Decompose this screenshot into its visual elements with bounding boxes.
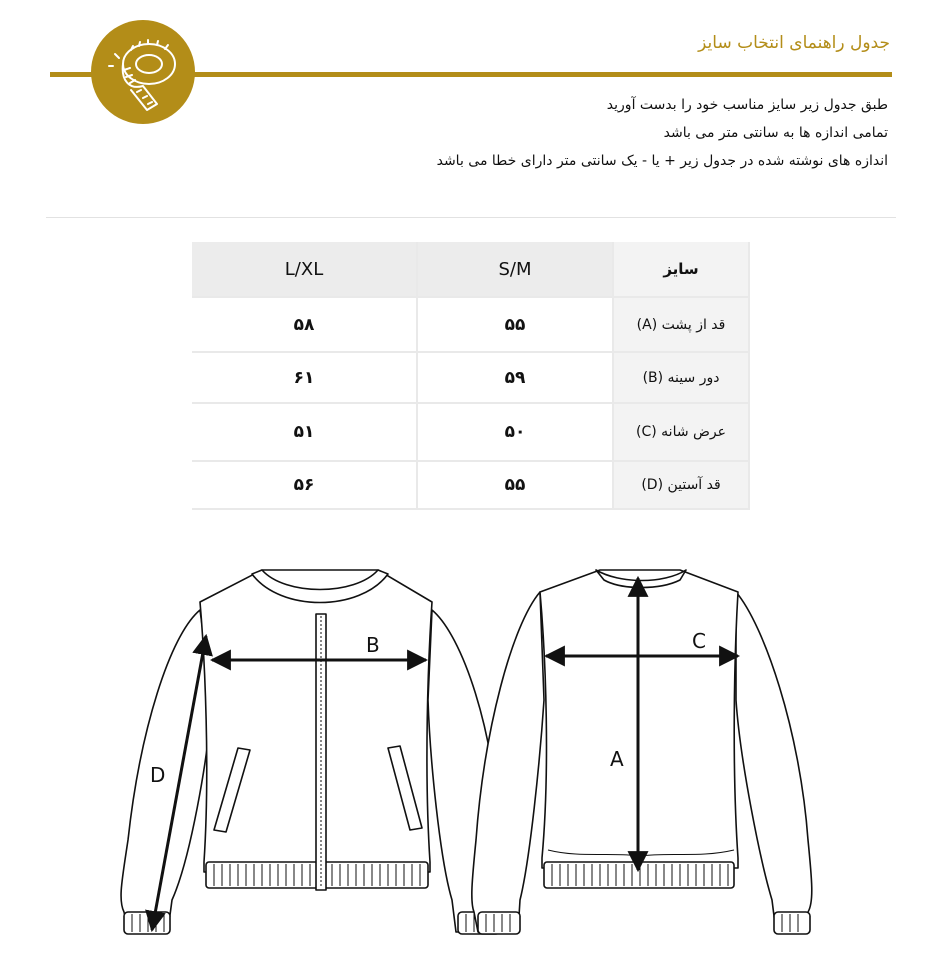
label-d: D xyxy=(150,763,166,787)
size-table xyxy=(192,242,750,510)
column-header-size: سایز xyxy=(614,242,750,298)
label-b: B xyxy=(366,633,380,657)
column-header-lxl: L/XL xyxy=(192,242,418,298)
table-cell: ۵۵ xyxy=(418,298,614,353)
label-a: A xyxy=(610,747,624,771)
tape-measure-icon xyxy=(91,20,195,124)
table-cell: ۵۸ xyxy=(192,298,418,353)
table-cell: ۵۹ xyxy=(418,353,614,404)
intro-line: طبق جدول زیر سایز مناسب خود را بدست آورید xyxy=(606,97,888,113)
table-cell: ۵۱ xyxy=(192,404,418,462)
page-title: جدول راهنمای انتخاب سایز xyxy=(698,33,890,53)
label-c: C xyxy=(692,629,706,653)
section-divider xyxy=(46,217,896,218)
intro-line: اندازه های نوشته شده در جدول زیر + یا - یک سانتی متر دارای خطا می باشد xyxy=(436,153,888,169)
back-jacket-drawing xyxy=(472,570,812,934)
intro-text xyxy=(188,91,888,175)
row-label: قد آستین (D) xyxy=(614,462,750,510)
row-label: دور سینه (B) xyxy=(614,353,750,404)
table-cell: ۵۵ xyxy=(418,462,614,510)
table-cell: ۵۶ xyxy=(192,462,418,510)
table-cell: ۵۰ xyxy=(418,404,614,462)
row-label: عرض شانه (C) xyxy=(614,404,750,462)
intro-line: تمامی اندازه ها به سانتی متر می باشد xyxy=(663,125,888,141)
front-jacket-drawing xyxy=(121,570,502,934)
jacket-diagram xyxy=(0,540,942,971)
row-label: قد از پشت (A) xyxy=(614,298,750,353)
column-header-sm: S/M xyxy=(418,242,614,298)
tape-measure-badge xyxy=(91,20,195,124)
table-cell: ۶۱ xyxy=(192,353,418,404)
